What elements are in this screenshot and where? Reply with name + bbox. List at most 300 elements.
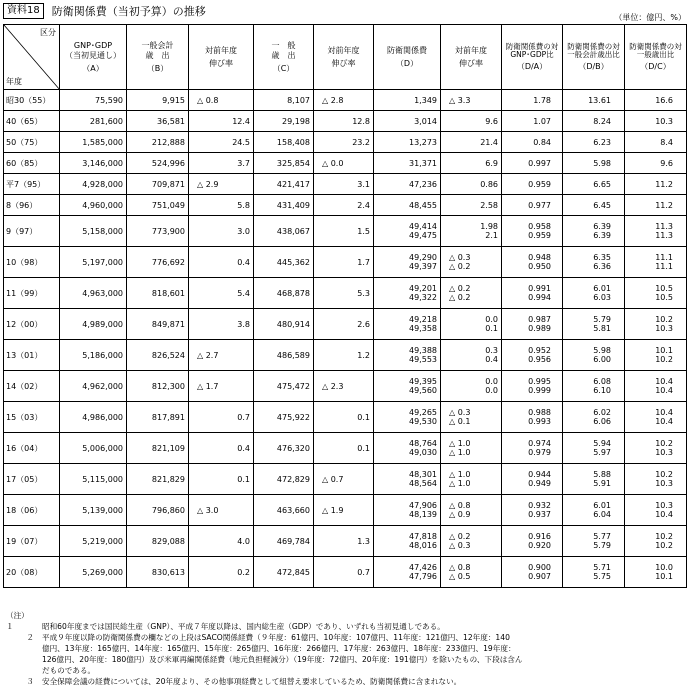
cell-value: 48,139: [409, 510, 437, 519]
general-account-growth-cell: 5.4: [189, 278, 254, 309]
cell-value: 0.959: [528, 179, 551, 189]
year-cell: 昭30（55）: [4, 90, 60, 111]
column-header-line3: 伸び率: [209, 58, 233, 68]
column-header: [314, 25, 374, 90]
general-expenditure-cell: 468,878: [254, 278, 314, 309]
cell-value: 49,475: [409, 231, 437, 240]
general-expenditure-growth-cell: △ 0.7: [314, 464, 374, 495]
ratio-cell: [563, 278, 625, 309]
general-expenditure-cell: 8,107: [254, 90, 314, 111]
cell-value: 11.3: [655, 231, 673, 240]
cell-value: 21.4: [480, 137, 498, 147]
cell-value: 49,397: [409, 262, 437, 271]
general-account-growth-cell: 3.0: [189, 216, 254, 247]
cell-value: 48,564: [409, 479, 437, 488]
ratio-cell: [502, 111, 563, 132]
year-cell: 14（02）: [4, 371, 60, 402]
ratio-cell: [502, 216, 563, 247]
cell-value: 49,395: [409, 377, 437, 386]
cell-value: 13.61: [588, 95, 611, 105]
cell-value: 0.994: [528, 293, 551, 302]
year-cell: 15（03）: [4, 402, 60, 433]
cell-value: 49,322: [409, 293, 437, 302]
gnp-cell: 4,962,000: [60, 371, 127, 402]
cell-value: 0.3: [485, 346, 498, 355]
general-account-cell: 817,891: [127, 402, 189, 433]
table-row: [4, 371, 687, 402]
column-header-line3: （B）: [146, 63, 169, 73]
general-account-growth-cell: 0.7: [189, 402, 254, 433]
cell-value: 49,265: [409, 408, 437, 417]
cell-value: 0.987: [528, 315, 551, 324]
defense-budget-cell: [374, 278, 441, 309]
cell-value: 6.39: [593, 231, 611, 240]
general-account-growth-cell: △ 3.0: [189, 495, 254, 526]
column-header-line2: GNP･GDP比: [510, 49, 554, 59]
gnp-cell: 5,158,000: [60, 216, 127, 247]
ratio-cell: [563, 557, 625, 588]
general-expenditure-growth-cell: 1.2: [314, 340, 374, 371]
general-account-growth-cell: 4.0: [189, 526, 254, 557]
cell-value: 10.4: [655, 408, 673, 417]
cell-value: 0.949: [528, 479, 551, 488]
gnp-cell: 4,963,000: [60, 278, 127, 309]
column-header-line2: 一般歳出比: [636, 49, 675, 59]
cell-value: 10.3: [655, 448, 673, 457]
general-expenditure-cell: 475,472: [254, 371, 314, 402]
cell-value: 6.23: [593, 137, 611, 147]
cell-value: 9.6: [485, 116, 498, 126]
document-title: 防衛関係費（当初予算）の推移: [51, 5, 206, 18]
cell-value: 11.2: [655, 200, 673, 210]
cell-value: 1.98: [480, 222, 498, 231]
defense-budget-cell: [374, 402, 441, 433]
cell-value: 0.977: [528, 200, 551, 210]
cell-value: 10.2: [655, 355, 673, 364]
general-account-cell: 9,915: [127, 90, 189, 111]
cell-value: 10.3: [655, 501, 673, 510]
cell-value: △ 3.3: [449, 95, 471, 105]
ratio-cell: [625, 174, 687, 195]
general-expenditure-growth-cell: 2.4: [314, 195, 374, 216]
table-row: [4, 111, 687, 132]
column-header-line3: （A）: [82, 63, 104, 73]
ratio-cell: [625, 278, 687, 309]
gnp-cell: 4,928,000: [60, 174, 127, 195]
cell-value: 10.4: [655, 377, 673, 386]
general-expenditure-growth-cell: 0.1: [314, 433, 374, 464]
general-expenditure-growth-cell: 1.5: [314, 216, 374, 247]
defense-growth-cell: [441, 153, 502, 174]
cell-value: 6.9: [485, 158, 498, 168]
cell-value: 0.988: [528, 408, 551, 417]
general-expenditure-cell: 431,409: [254, 195, 314, 216]
cell-value: 0.950: [528, 262, 551, 271]
general-expenditure-growth-cell: 3.1: [314, 174, 374, 195]
cell-value: 11.2: [655, 179, 673, 189]
cell-value: 6.08: [593, 377, 611, 386]
cell-value: 5.75: [593, 572, 611, 581]
cell-value: △ 0.2: [449, 293, 471, 302]
year-cell: 16（04）: [4, 433, 60, 464]
year-cell: 17（05）: [4, 464, 60, 495]
ratio-cell: [625, 402, 687, 433]
defense-budget-cell: [374, 174, 441, 195]
cell-value: 10.2: [655, 541, 673, 550]
column-header-line1: 対前年度: [455, 45, 487, 55]
cell-value: 0.999: [528, 386, 551, 395]
ratio-cell: [563, 526, 625, 557]
column-header: [502, 25, 563, 90]
defense-budget-cell: [374, 90, 441, 111]
corner-year-label: 年度: [6, 77, 22, 86]
cell-value: 0.993: [528, 417, 551, 426]
ratio-cell: [563, 195, 625, 216]
cell-value: 48,301: [409, 470, 437, 479]
cell-value: 0.84: [533, 137, 551, 147]
year-cell: 20（08）: [4, 557, 60, 588]
cell-value: 49,553: [409, 355, 437, 364]
ratio-cell: [625, 195, 687, 216]
general-account-growth-cell: 0.2: [189, 557, 254, 588]
general-account-growth-cell: 0.1: [189, 464, 254, 495]
ratio-cell: [563, 433, 625, 464]
note-text: だものである。: [42, 666, 96, 675]
defense-budget-cell: [374, 557, 441, 588]
cell-value: 5.71: [593, 563, 611, 572]
cell-value: 47,236: [409, 179, 437, 189]
cell-value: 0.997: [528, 158, 551, 168]
document-label: 資料18: [3, 3, 44, 19]
defense-growth-cell: [441, 464, 502, 495]
cell-value: 13,273: [409, 137, 437, 147]
year-cell: 9（97）: [4, 216, 60, 247]
general-expenditure-cell: 445,362: [254, 247, 314, 278]
defense-budget-cell: [374, 526, 441, 557]
general-expenditure-growth-cell: 1.3: [314, 526, 374, 557]
cell-value: 6.10: [593, 386, 611, 395]
general-expenditure-cell: 158,408: [254, 132, 314, 153]
cell-value: 5.77: [593, 532, 611, 541]
ratio-cell: [502, 132, 563, 153]
general-account-growth-cell: 0.4: [189, 433, 254, 464]
general-expenditure-growth-cell: △ 1.9: [314, 495, 374, 526]
ratio-cell: [625, 526, 687, 557]
defense-growth-cell: [441, 174, 502, 195]
cell-value: 0.944: [528, 470, 551, 479]
cell-value: 1,349: [414, 95, 437, 105]
cell-value: 0.4: [485, 355, 498, 364]
general-expenditure-growth-cell: 1.7: [314, 247, 374, 278]
column-header-line2: （当初見通し）: [65, 50, 121, 60]
year-cell: 11（99）: [4, 278, 60, 309]
cell-value: 0.991: [528, 284, 551, 293]
table-row: [4, 195, 687, 216]
general-account-growth-cell: △ 2.9: [189, 174, 254, 195]
ratio-cell: [502, 464, 563, 495]
note-text: 安全保障会議の経費については、20年度より、その他事項経費として組替え要求しているため、防衛関係費に含まれない。: [42, 677, 462, 686]
general-expenditure-cell: 463,660: [254, 495, 314, 526]
note-label: ２: [26, 633, 34, 642]
gnp-cell: 1,585,000: [60, 132, 127, 153]
defense-budget-cell: [374, 247, 441, 278]
column-header: [254, 25, 314, 90]
cell-value: 6.36: [593, 262, 611, 271]
table-row: [4, 495, 687, 526]
column-header-line1: GNP･GDP: [73, 40, 113, 50]
general-account-cell: 773,900: [127, 216, 189, 247]
cell-value: 0.937: [528, 510, 551, 519]
column-header: [563, 25, 625, 90]
general-expenditure-cell: 469,784: [254, 526, 314, 557]
cell-value: 9.6: [660, 158, 673, 168]
column-header-line3: （D/C）: [640, 61, 671, 71]
cell-value: 0.995: [528, 377, 551, 386]
general-expenditure-cell: 472,845: [254, 557, 314, 588]
cell-value: 6.00: [593, 355, 611, 364]
corner-category-label: 区分: [40, 28, 56, 37]
cell-value: 0.0: [485, 377, 498, 386]
cell-value: 0.956: [528, 355, 551, 364]
gnp-cell: 5,115,000: [60, 464, 127, 495]
cell-value: 0.948: [528, 253, 551, 262]
cell-value: 49,388: [409, 346, 437, 355]
cell-value: 48,455: [409, 200, 437, 210]
cell-value: 5.88: [593, 470, 611, 479]
cell-value: △ 0.5: [449, 572, 471, 581]
table-row: [4, 247, 687, 278]
year-cell: 19（07）: [4, 526, 60, 557]
ratio-cell: [563, 464, 625, 495]
cell-value: △ 0.2: [449, 284, 471, 293]
ratio-cell: [625, 247, 687, 278]
general-account-cell: 818,601: [127, 278, 189, 309]
column-header: [189, 25, 254, 90]
defense-budget-cell: [374, 132, 441, 153]
cell-value: 0.920: [528, 541, 551, 550]
note-label: ３: [26, 677, 34, 686]
cell-value: 0.916: [528, 532, 551, 541]
general-expenditure-cell: 472,829: [254, 464, 314, 495]
general-expenditure-growth-cell: 23.2: [314, 132, 374, 153]
cell-value: △ 0.1: [449, 417, 471, 426]
ratio-cell: [625, 111, 687, 132]
defense-growth-cell: [441, 433, 502, 464]
note-text: 億円、13年度：165億円、14年度：165億円、15年度：265億円、16年度：266億円、17年度：263億円、18年度：233億円、19年度：: [42, 644, 516, 653]
column-header-line1: 防衛関係費: [387, 45, 427, 55]
general-account-growth-cell: 3.8: [189, 309, 254, 340]
cell-value: 11.3: [655, 222, 673, 231]
general-expenditure-growth-cell: △ 0.0: [314, 153, 374, 174]
general-expenditure-growth-cell: 12.8: [314, 111, 374, 132]
ratio-cell: [502, 433, 563, 464]
note-text: 昭和60年度までは国民総生産（GNP）、平成７年度以降は、国内総生産（GDP）であり、いずれも当初見通しである。: [42, 622, 445, 631]
unit-note: （単位：億円、%）: [614, 13, 686, 22]
cell-value: 10.0: [655, 563, 673, 572]
table-row: [4, 526, 687, 557]
ratio-cell: [502, 309, 563, 340]
table-row: [4, 153, 687, 174]
general-account-growth-cell: 3.7: [189, 153, 254, 174]
ratio-cell: [502, 557, 563, 588]
defense-budget-cell: [374, 153, 441, 174]
gnp-cell: 4,989,000: [60, 309, 127, 340]
table-row: [4, 433, 687, 464]
cell-value: 10.2: [655, 439, 673, 448]
cell-value: 6.04: [593, 510, 611, 519]
cell-value: 10.4: [655, 386, 673, 395]
ratio-cell: [625, 433, 687, 464]
cell-value: 49,030: [409, 448, 437, 457]
cell-value: 16.6: [655, 95, 673, 105]
column-header-line3: （D/A）: [516, 61, 548, 71]
year-cell: 8（96）: [4, 195, 60, 216]
defense-budget-cell: [374, 195, 441, 216]
gnp-cell: 4,960,000: [60, 195, 127, 216]
cell-value: 0.900: [528, 563, 551, 572]
ratio-cell: [625, 371, 687, 402]
table-row: [4, 174, 687, 195]
cell-value: 6.02: [593, 408, 611, 417]
defense-growth-cell: [441, 340, 502, 371]
cell-value: △ 0.2: [449, 262, 471, 271]
cell-value: 6.45: [593, 200, 611, 210]
gnp-cell: 75,590: [60, 90, 127, 111]
ratio-cell: [625, 557, 687, 588]
general-expenditure-cell: 421,417: [254, 174, 314, 195]
defense-growth-cell: [441, 526, 502, 557]
defense-growth-cell: [441, 111, 502, 132]
corner-cell: [4, 25, 60, 90]
cell-value: 5.98: [593, 158, 611, 168]
cell-value: 8.4: [660, 137, 673, 147]
table-row: [4, 309, 687, 340]
cell-value: 11.1: [655, 253, 673, 262]
general-expenditure-cell: 325,854: [254, 153, 314, 174]
cell-value: 10.3: [655, 479, 673, 488]
footnotes: [6, 610, 688, 687]
cell-value: 5.79: [593, 541, 611, 550]
general-account-cell: 212,888: [127, 132, 189, 153]
cell-value: 0.932: [528, 501, 551, 510]
general-expenditure-growth-cell: 0.1: [314, 402, 374, 433]
cell-value: 10.2: [655, 470, 673, 479]
note-line: [6, 665, 688, 676]
defense-growth-cell: [441, 90, 502, 111]
cell-value: 6.01: [593, 501, 611, 510]
year-cell: 12（00）: [4, 309, 60, 340]
column-header-line3: 伸び率: [459, 58, 483, 68]
table-row: [4, 402, 687, 433]
ratio-cell: [625, 153, 687, 174]
note-line: [6, 632, 688, 643]
general-account-growth-cell: 0.4: [189, 247, 254, 278]
cell-value: 5.91: [593, 479, 611, 488]
column-header-line2: 歳 出: [145, 50, 170, 60]
general-expenditure-cell: 438,067: [254, 216, 314, 247]
cell-value: 2.1: [485, 231, 498, 240]
column-header-line1: 一 般: [271, 40, 296, 50]
ratio-cell: [625, 90, 687, 111]
general-expenditure-cell: 29,198: [254, 111, 314, 132]
general-account-growth-cell: 5.8: [189, 195, 254, 216]
general-account-cell: 821,109: [127, 433, 189, 464]
cell-value: 10.4: [655, 417, 673, 426]
defense-growth-cell: [441, 132, 502, 153]
column-header-line2: 歳 出: [271, 50, 296, 60]
cell-value: 10.2: [655, 315, 673, 324]
cell-value: 6.35: [593, 253, 611, 262]
defense-growth-cell: [441, 402, 502, 433]
cell-value: △ 1.0: [449, 470, 471, 479]
note-line: [6, 654, 688, 665]
ratio-cell: [563, 90, 625, 111]
column-header-line1: 対前年度: [327, 45, 360, 55]
cell-value: 6.65: [593, 179, 611, 189]
general-expenditure-growth-cell: 0.7: [314, 557, 374, 588]
year-cell: 13（01）: [4, 340, 60, 371]
cell-value: △ 1.0: [449, 448, 471, 457]
cell-value: 6.01: [593, 284, 611, 293]
general-account-cell: 826,524: [127, 340, 189, 371]
table-row: [4, 216, 687, 247]
column-header: [374, 25, 441, 90]
ratio-cell: [563, 132, 625, 153]
cell-value: 48,016: [409, 541, 437, 550]
cell-value: 0.907: [528, 572, 551, 581]
note-text: 平成９年度以降の防衛関係費の欄などの上段はSACO関係経費（９年度：61億円、10年度：107億円、11年度：121億円、12年度：140: [42, 633, 510, 642]
ratio-cell: [563, 402, 625, 433]
column-header-line3: （D/B）: [578, 61, 609, 71]
ratio-cell: [625, 495, 687, 526]
defense-growth-cell: [441, 557, 502, 588]
cell-value: 10.5: [655, 284, 673, 293]
gnp-cell: 5,006,000: [60, 433, 127, 464]
general-account-cell: 709,871: [127, 174, 189, 195]
cell-value: 10.4: [655, 510, 673, 519]
cell-value: 0.0: [485, 386, 498, 395]
cell-value: △ 0.9: [449, 510, 471, 519]
general-expenditure-growth-cell: △ 2.8: [314, 90, 374, 111]
cell-value: 0.952: [528, 346, 551, 355]
cell-value: 10.5: [655, 293, 673, 302]
general-expenditure-cell: 480,914: [254, 309, 314, 340]
note-text: 126億円、20年度：180億円）及び米軍再編関係経費（地元負担軽減分）（19年度：72億円、20年度：191億円）を除いたもの、下段は含ん: [42, 655, 523, 664]
general-account-cell: 796,860: [127, 495, 189, 526]
cell-value: △ 1.0: [449, 439, 471, 448]
column-header-line1: 対前年度: [205, 45, 237, 55]
ratio-cell: [625, 216, 687, 247]
defense-budget-cell: [374, 111, 441, 132]
ratio-cell: [502, 195, 563, 216]
defense-growth-cell: [441, 195, 502, 216]
year-cell: 50（75）: [4, 132, 60, 153]
general-expenditure-growth-cell: 5.3: [314, 278, 374, 309]
general-account-growth-cell: △ 2.7: [189, 340, 254, 371]
ratio-cell: [502, 247, 563, 278]
general-expenditure-cell: 475,922: [254, 402, 314, 433]
defense-budget-table: [3, 24, 687, 588]
cell-value: △ 0.8: [449, 563, 471, 572]
general-account-cell: 524,996: [127, 153, 189, 174]
ratio-cell: [502, 495, 563, 526]
general-account-cell: 812,300: [127, 371, 189, 402]
defense-budget-cell: [374, 495, 441, 526]
ratio-cell: [502, 340, 563, 371]
defense-growth-cell: [441, 371, 502, 402]
cell-value: 3,014: [414, 116, 437, 126]
defense-growth-cell: [441, 278, 502, 309]
